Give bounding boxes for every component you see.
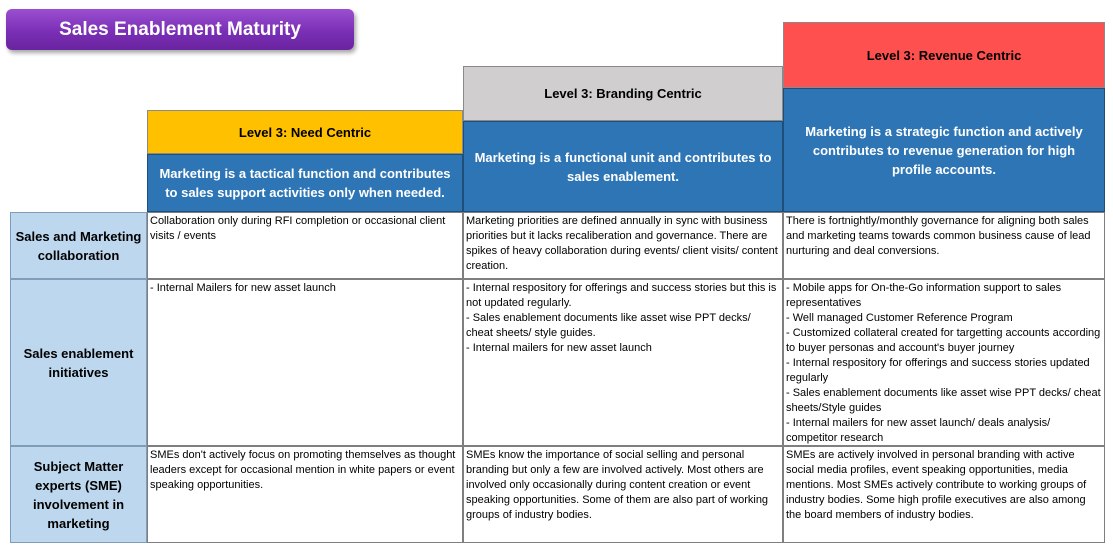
row-header-sme-involvement: Subject Matter experts (SME) involvement in marketing — [10, 446, 147, 543]
level-3-description: Marketing is a strategic function and actively contributes to revenue generation for high profile accounts. — [783, 88, 1105, 212]
level-3-heading: Level 3: Revenue Centric — [783, 22, 1105, 88]
table-cell: Collaboration only during RFI completion or occasional client visits / events — [147, 212, 463, 279]
table-cell: - Internal respository for offerings and success stories but this is not updated regularly. - Sales enablement documents like asset wise PPT decks/ cheat sheets/ style guides. - Internal mailers for new asset launch — [463, 279, 783, 446]
table-cell: - Internal Mailers for new asset launch — [147, 279, 463, 446]
level-1-description: Marketing is a tactical function and contributes to sales support activities only when needed. — [147, 154, 463, 212]
level-2-description: Marketing is a functional unit and contributes to sales enablement. — [463, 121, 783, 212]
table-cell: Marketing priorities are defined annually in sync with business priorities but it lacks recaliberation and governance. There are spikes of heavy collaboration during events/ client visits/ content creation. — [463, 212, 783, 279]
page-title: Sales Enablement Maturity — [6, 9, 354, 50]
table-cell: SMEs don't actively focus on promoting themselves as thought leaders except for occasional mention in white papers or event speaking opportunities. — [147, 446, 463, 543]
level-2-heading: Level 3: Branding Centric — [463, 66, 783, 121]
table-cell: There is fortnightly/monthly governance for aligning both sales and marketing teams towards common business cause of lead nurturing and deal conversions. — [783, 212, 1105, 279]
level-1-heading: Level 3: Need Centric — [147, 110, 463, 154]
table-cell: - Mobile apps for On-the-Go information support to sales representatives - Well managed Customer Reference Program - Customized collateral created for targetting accounts according to buyer personas and account's buyer journey - Internal respository for offerings and success stories updated regularly - Sales enablement documents like asset wise PPT decks/ cheat sheets/Style guides - Internal mailers for new asset launch/ deals analysis/ competitor research — [783, 279, 1105, 446]
row-header-initiatives: Sales enablement initiatives — [10, 279, 147, 446]
table-cell: SMEs are actively involved in personal branding with active social media profiles, event speaking opportunities, media mentions. Most SMEs actively contribute to working groups of industry bodies. Some high profile executives are also among the board members of industry bodies. — [783, 446, 1105, 543]
row-header-collaboration: Sales and Marketing collaboration — [10, 212, 147, 279]
table-cell: SMEs know the importance of social selling and personal branding but only a few are involved actively. Most others are involved only occasionally during content creation or event speaking opportunities. Some of them are also part of working groups of industry bodies. — [463, 446, 783, 543]
